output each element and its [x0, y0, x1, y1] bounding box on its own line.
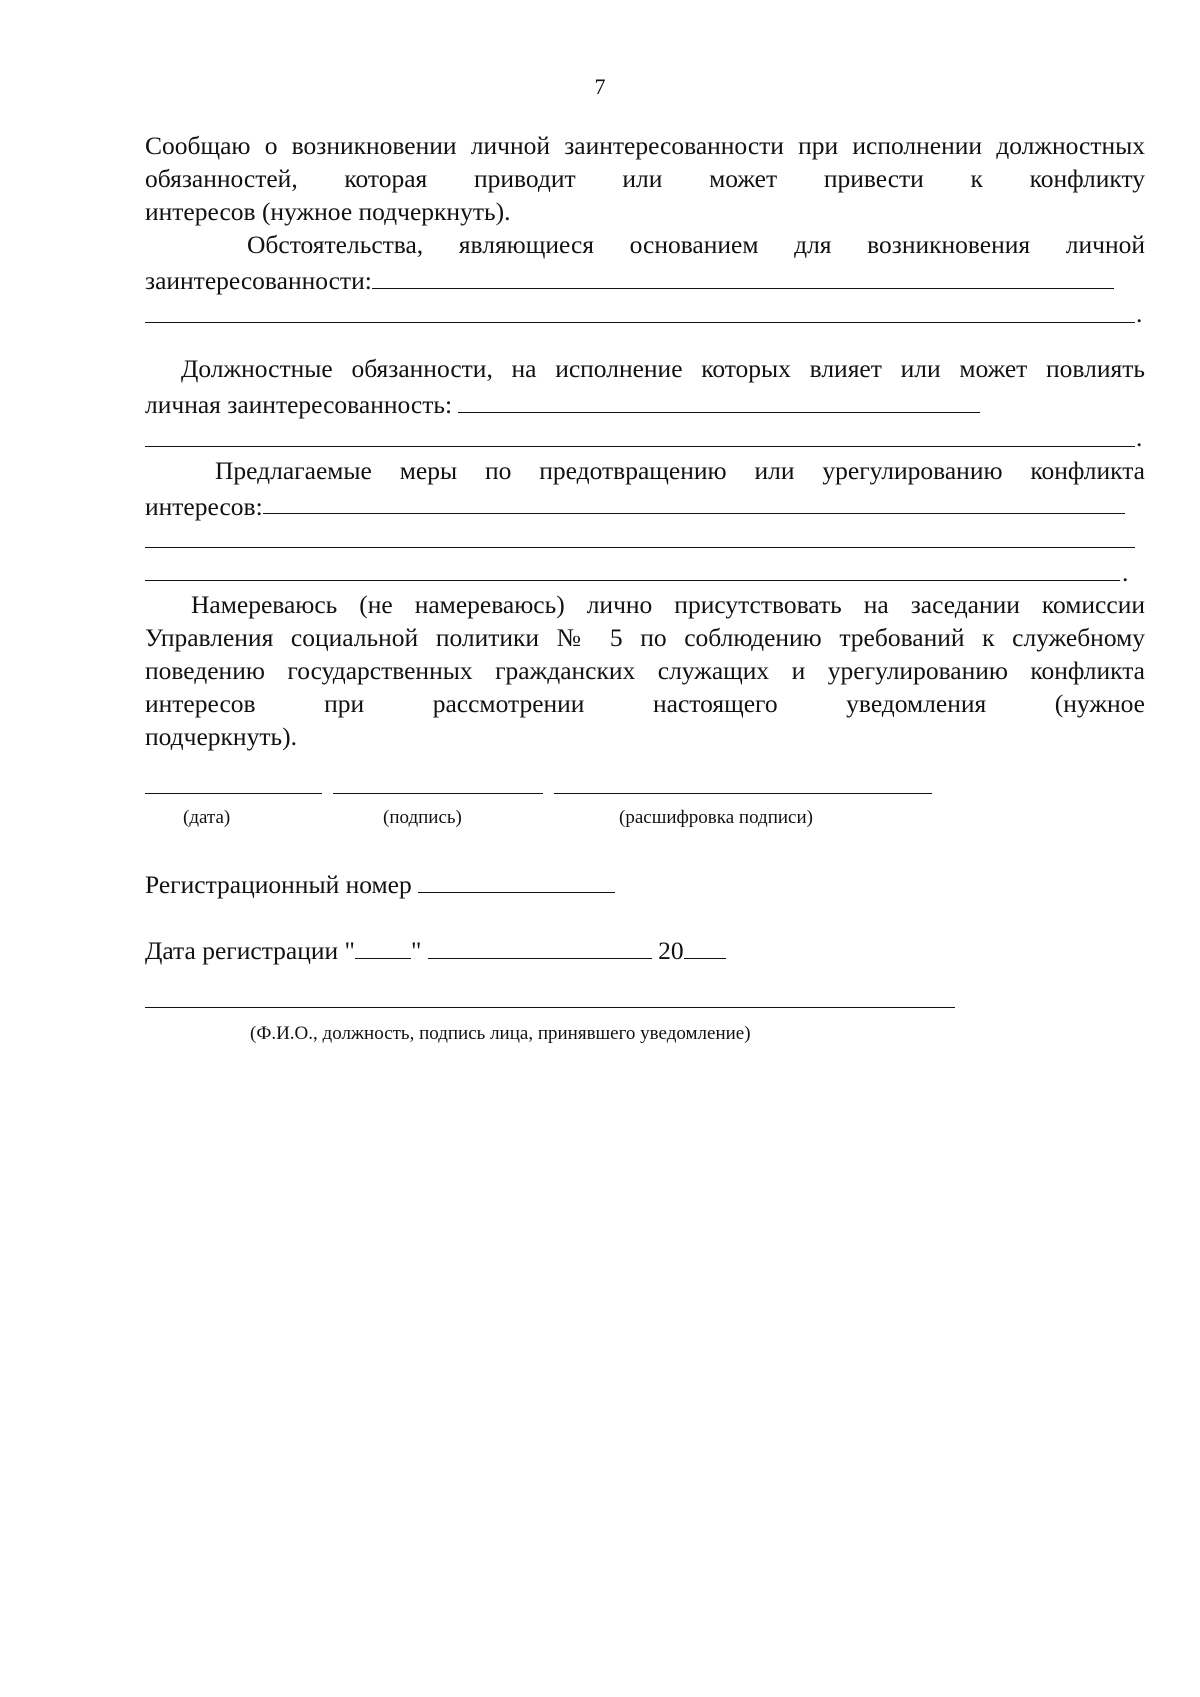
measures-line-3	[145, 555, 1145, 588]
signature-caption: (подпись)	[383, 807, 462, 829]
blank-line[interactable]	[145, 322, 1135, 323]
page-number: 7	[594, 74, 606, 99]
paragraph-notice-end: интересов (нужное подчеркнуть).	[145, 197, 511, 226]
duties-line-2	[145, 421, 1145, 454]
registration-year-prefix: 20	[651, 935, 684, 965]
measures-label: интересов:	[145, 491, 263, 521]
duties-blank[interactable]	[458, 385, 980, 413]
period: .	[1136, 423, 1143, 453]
period: .	[1136, 299, 1143, 329]
signature-line[interactable]	[333, 793, 543, 794]
notification-form	[145, 129, 1145, 1049]
measures-line-2	[145, 522, 1145, 555]
paragraph-attendance-end: подчеркнуть).	[145, 722, 297, 752]
blank-line[interactable]	[145, 547, 1135, 548]
duties-label: личная заинтересованность:	[145, 389, 459, 419]
signature-row	[145, 777, 1145, 807]
registration-month-blank[interactable]	[428, 931, 652, 959]
signature-decoding-line[interactable]	[554, 793, 932, 794]
paragraph-measures: Предлагаемые меры по предотвращению или урегулированию конфликта	[215, 455, 1145, 485]
circumstances-line-2	[145, 297, 1145, 330]
paragraph-attendance: Намереваюсь (не намереваюсь) лично присутствовать на заседании комиссии Управления социальной политики № 5 по соблюдению требований к служебному поведению государственных гражданских служащих и урегулированию конфликта интересов при рассмотрении настоящего уведомления (нужное	[145, 590, 1145, 719]
registration-number-row	[145, 865, 1145, 901]
registration-date-row	[145, 931, 1145, 967]
circumstances-field	[145, 261, 1145, 297]
receiver-caption: (Ф.И.О., должность, подпись лица, принявшего уведомление)	[250, 1022, 751, 1044]
paragraph-notice: Сообщаю о возникновении личной заинтересованности при исполнении должностных обязанностей, которая приводит или может привести к конфликту	[145, 131, 1145, 193]
signature-captions	[145, 807, 1145, 835]
circumstances-label: заинтересованности:	[145, 265, 372, 295]
measures-field	[145, 487, 1145, 523]
registration-number-label: Регистрационный номер	[145, 870, 419, 900]
signature-decoding-caption: (расшифровка подписи)	[619, 807, 813, 829]
receiver-caption-row	[145, 1023, 1145, 1049]
date-caption: (дата)	[183, 807, 231, 829]
registration-number-blank[interactable]	[418, 865, 615, 893]
measures-blank[interactable]	[263, 487, 1125, 515]
registration-date-quote: "	[410, 935, 428, 965]
circumstances-blank[interactable]	[372, 261, 1114, 289]
receiver-signature-line[interactable]	[145, 1007, 955, 1008]
blank-line[interactable]	[145, 580, 1120, 581]
period: .	[1122, 557, 1129, 587]
blank-line[interactable]	[145, 446, 1135, 447]
receiver-signature-row	[145, 989, 1145, 1023]
registration-day-blank[interactable]	[355, 931, 411, 959]
registration-year-blank[interactable]	[684, 931, 726, 959]
paragraph-circumstances: Обстоятельства, являющиеся основанием для возникновения личной	[247, 230, 1145, 259]
duties-field	[145, 385, 1145, 421]
date-line[interactable]	[145, 793, 322, 794]
paragraph-duties: Должностные обязанности, на исполнение которых влияет или может повлиять	[181, 353, 1145, 383]
registration-date-label: Дата регистрации "	[145, 935, 355, 965]
